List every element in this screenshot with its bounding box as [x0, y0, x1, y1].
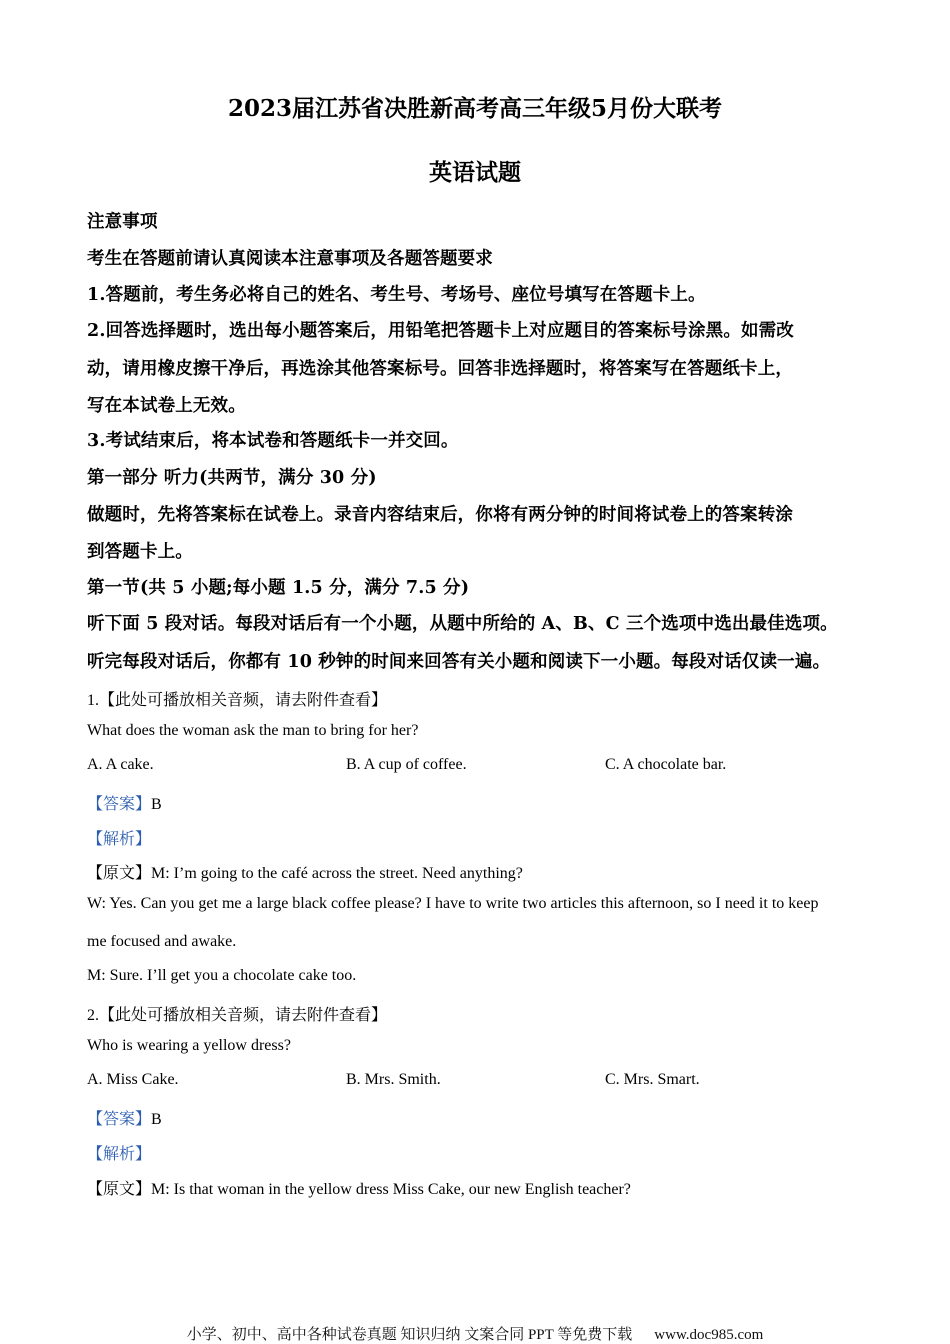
page-footer: [0, 1323, 950, 1344]
part1-instruction-line-2: 到答题卡上。: [87, 542, 193, 562]
q1-audio-link[interactable]: 1.【此处可播放相关音频，请去附件查看】: [87, 692, 388, 709]
q2-answer: [87, 1106, 877, 1129]
q2-transcript-line-1: 【原文】M: Is that woman in the yellow dress Miss Cake, our new English teacher?: [87, 1181, 631, 1198]
notice-item-1: 1.答题前，考生务必将自己的姓名、考生号、考场号、座位号填写在答题卡上。: [87, 285, 706, 305]
q1-answer-value: B: [151, 796, 162, 813]
notice-item-2-line-1: 2.回答选择题时，选出每小题答案后，用铅笔把答题卡上对应题目的答案标号涂黑。如需改: [87, 321, 794, 341]
q1-option-b: B. A cup of coffee.: [346, 756, 467, 773]
q1-transcript-line-4: M: Sure. I’ll get you a chocolate cake too.: [87, 967, 357, 984]
q1-analysis-label: 【解析】: [87, 831, 152, 848]
notice-item-3: 3.考试结束后，将本试卷和答题纸卡一并交回。: [87, 431, 459, 451]
exam-subtitle: 英语试题: [429, 159, 521, 186]
notice-item-2-line-3: 写在本试卷上无效。: [87, 396, 246, 416]
notice-heading: 注意事项: [87, 212, 158, 232]
section1-heading: 第一节(共 5 小题;每小题 1.5 分，满分 7.5 分): [87, 578, 470, 598]
q1-transcript-line-2: W: Yes. Can you get me a large black coffee please? I have to write two articles this afternoon, so I need it to keep: [87, 895, 819, 912]
footer-site-link[interactable]: www.doc985.com: [654, 1327, 764, 1343]
q2-audio-link[interactable]: 2.【此处可播放相关音频，请去附件查看】: [87, 1007, 388, 1024]
q2-answer-value: B: [151, 1111, 162, 1128]
q2-option-b: B. Mrs. Smith.: [346, 1071, 441, 1088]
q1-answer-label: 【答案】: [87, 796, 152, 813]
q2-option-a: A. Miss Cake.: [87, 1071, 179, 1088]
part1-instruction-line-1: 做题时，先将答案标在试卷上。录音内容结束后，你将有两分钟的时间将试卷上的答案转涂: [87, 505, 793, 525]
q1-option-c: C. A chocolate bar.: [605, 756, 727, 773]
q2-analysis-label: 【解析】: [87, 1146, 152, 1163]
q1-answer: [87, 791, 877, 814]
exam-title: 2023届江苏省决胜新高考高三年级5月份大联考: [227, 95, 723, 122]
q1-transcript-line-3: me focused and awake.: [87, 933, 237, 950]
q1-transcript-line-1: 【原文】M: I’m going to the café across the street. Need anything?: [87, 865, 523, 882]
section1-instruction-line-1: 听下面 5 段对话。每段对话后有一个小题，从题中所给的 A、B、C 三个选项中选出最佳选项。: [87, 614, 838, 634]
q2-question: Who is wearing a yellow dress?: [87, 1037, 291, 1054]
q1-option-a: A. A cake.: [87, 756, 154, 773]
q2-option-c: C. Mrs. Smart.: [605, 1071, 700, 1088]
q1-question: What does the woman ask the man to bring for her?: [87, 722, 419, 739]
section1-instruction-line-2: 听完每段对话后，你都有 10 秒钟的时间来回答有关小题和阅读下一小题。每段对话仅读一遍。: [87, 652, 831, 672]
notice-item-2-line-2: 动，请用橡皮擦干净后，再选涂其他答案标号。回答非选择题时，将答案写在答题纸卡上，: [87, 359, 793, 379]
part1-heading: 第一部分 听力(共两节，满分 30 分): [87, 468, 377, 488]
notice-intro: 考生在答题前请认真阅读本注意事项及各题答题要求: [87, 249, 493, 269]
q2-answer-label: 【答案】: [87, 1111, 152, 1128]
footer-text: 小学、初中、高中各种试卷真题 知识归纳 文案合同 PPT 等免费下载: [186, 1327, 633, 1343]
